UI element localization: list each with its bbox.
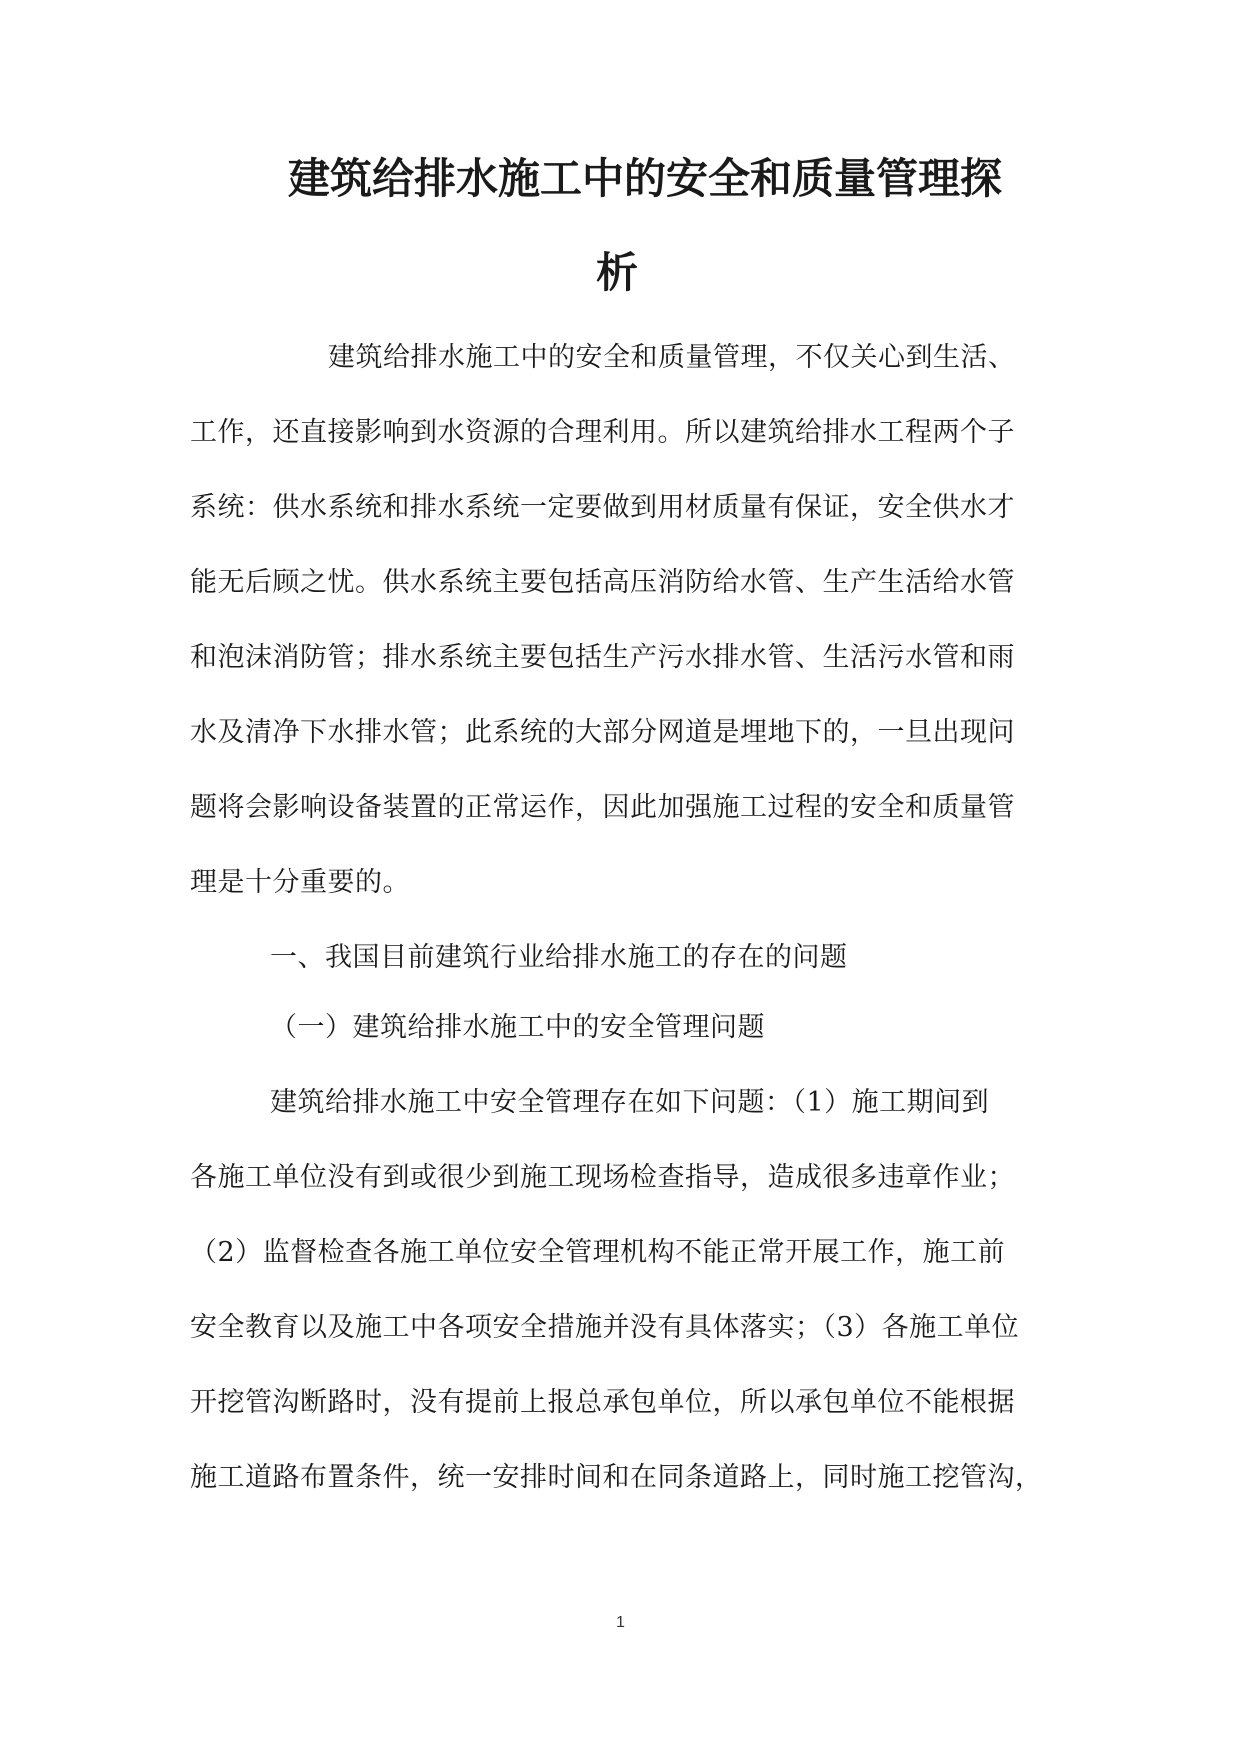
intro-line-5: 和泡沫消防管；排水系统主要包括生产污水排水管、生活污水管和雨	[190, 642, 1015, 673]
intro-line-4: 能无后顾之忧。供水系统主要包括高压消防给水管、生产生活给水管	[190, 567, 1015, 598]
intro-line-7: 题将会影响设备装置的正常运作，因此加强施工过程的安全和质量管	[190, 792, 1015, 823]
intro-line-6: 水及清净下水排水管；此系统的大部分网道是埋地下的，一旦出现问	[190, 717, 1015, 748]
intro-line-1: 建筑给排水施工中的安全和质量管理，不仅关心到生活、	[328, 342, 1016, 373]
section-heading-1: 一、我国目前建筑行业给排水施工的存在的问题	[270, 942, 848, 973]
document-title-line-2: 析	[596, 248, 639, 297]
intro-line-2: 工作，还直接影响到水资源的合理利用。所以建筑给排水工程两个子	[190, 417, 1015, 448]
body-line-4: 安全教育以及施工中各项安全措施并没有具体落实；（3）各施工单位	[190, 1312, 1020, 1343]
body-line-1: 建筑给排水施工中安全管理存在如下问题：（1）施工期间到	[270, 1087, 990, 1118]
page-number: 1	[616, 1614, 625, 1631]
body-line-6: 施工道路布置条件，统一安排时间和在同条道路上，同时施工挖管沟，	[190, 1462, 1043, 1493]
body-line-3: （2）监督检查各施工单位安全管理机构不能正常开展工作，施工前	[190, 1237, 1006, 1268]
body-line-2: 各施工单位没有到或很少到施工现场检查指导，造成很多违章作业；	[190, 1162, 1015, 1193]
intro-line-3: 系统：供水系统和排水系统一定要做到用材质量有保证，安全供水才	[190, 492, 1015, 523]
document-title-line-1: 建筑给排水施工中的安全和质量管理探	[288, 154, 1003, 203]
intro-line-8: 理是十分重要的。	[190, 867, 410, 898]
section-heading-2: （一）建筑给排水施工中的安全管理问题	[270, 1012, 765, 1043]
body-line-5: 开挖管沟断路时，没有提前上报总承包单位，所以承包单位不能根据	[190, 1387, 1015, 1418]
